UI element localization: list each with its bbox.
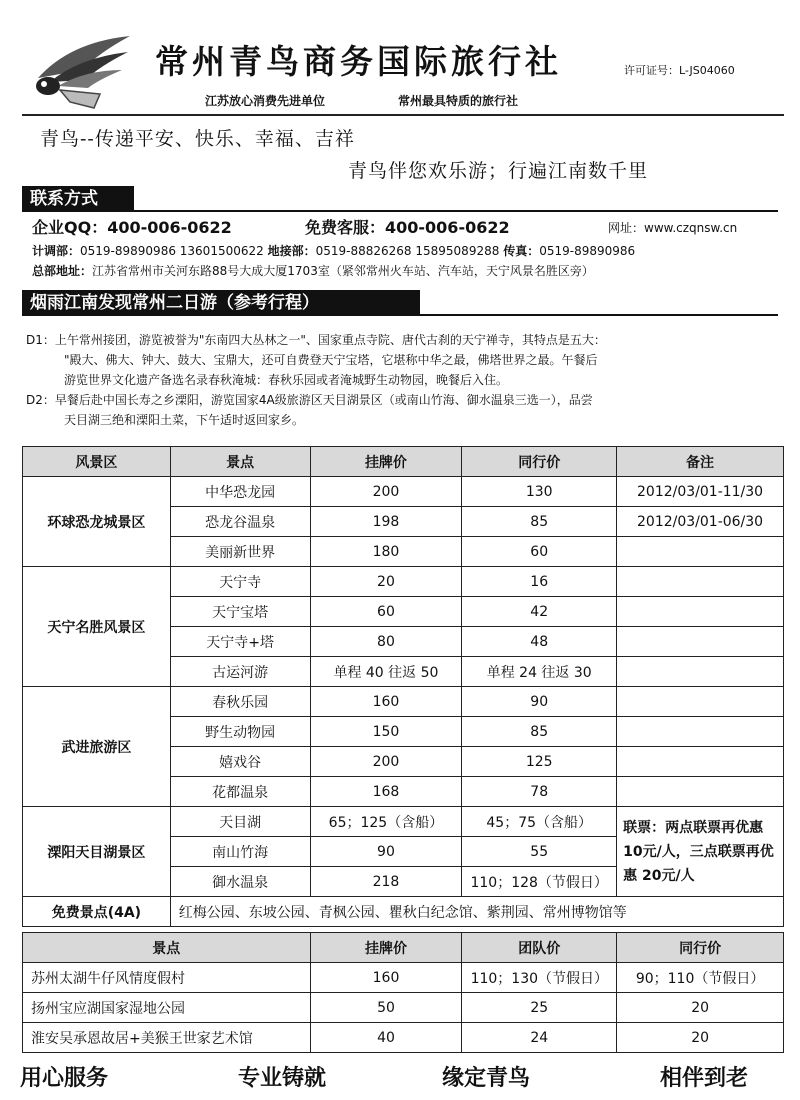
trade-price-cell: 90 [462,687,617,717]
trade-price-cell: 110；128（节假日） [462,867,617,897]
col-header: 景点 [170,447,310,477]
website-url[interactable]: 网址：www.czqnsw.cn [608,221,738,235]
trade-price-cell: 42 [462,597,617,627]
bluebird-logo-icon [30,30,140,110]
col-header: 同行价 [462,447,617,477]
spot-cell: 天宁宝塔 [170,597,310,627]
table-row [23,1023,784,1053]
table-row [23,807,784,837]
price-table [22,446,784,927]
trade-price-cell: 125 [462,747,617,777]
day1-line-3: 游览世界文化遗产备选名录春秋淹城：春秋乐园或者淹城野生动物园，晚餐后入住。 [64,373,509,387]
header-divider [22,114,784,116]
award-text-1: 江苏放心消费先进单位 [205,94,326,108]
slogan-line-1: 青鸟--传递平安、快乐、幸福、吉祥 [40,128,355,150]
spot-cell: 春秋乐园 [170,687,310,717]
spot-cell: 恐龙谷温泉 [170,507,310,537]
note-cell [617,717,784,747]
footer-slogans [0,1055,800,1095]
list-price-cell: 80 [310,627,462,657]
col-header: 景点 [23,933,311,963]
day2-line-2: 天目湖三绝和溧阳土菜，下午适时返回家乡。 [64,413,305,427]
list-price-cell: 90 [310,837,462,867]
list-price-cell: 160 [310,687,462,717]
list-price-cell: 40 [310,1023,462,1053]
table-row [23,687,784,717]
footer-slogan-3: 缘定青鸟 [442,1066,531,1091]
col-header: 挂牌价 [310,933,462,963]
note-cell: 2012/03/01-11/30 [617,477,784,507]
note-cell: 2012/03/01-06/30 [617,507,784,537]
extra-price-table [22,932,784,1053]
col-header: 备注 [617,447,784,477]
list-price-cell: 20 [310,567,462,597]
note-cell [617,567,784,597]
trade-price-cell: 48 [462,627,617,657]
spot-cell: 美丽新世界 [170,537,310,567]
list-price-cell: 50 [310,993,462,1023]
fax-number: 0519-89890986 [539,244,636,258]
area-cell: 环球恐龙城景区 [23,477,171,567]
address-line [32,262,594,279]
note-cell [617,687,784,717]
fax-label: 传真： [503,244,540,258]
list-price-cell: 160 [310,963,462,993]
col-header: 同行价 [617,933,784,963]
list-price-cell: 200 [310,477,462,507]
area-cell: 武进旅游区 [23,687,171,807]
note-cell [617,657,784,687]
trade-price-cell: 20 [617,1023,784,1053]
trade-price-cell: 78 [462,777,617,807]
spot-cell: 南山竹海 [170,837,310,867]
list-price-cell: 218 [310,867,462,897]
header [0,0,800,118]
trade-price-cell: 55 [462,837,617,867]
list-price-cell: 180 [310,537,462,567]
table-row [23,567,784,597]
table-row [23,477,784,507]
trade-price-cell: 20 [617,993,784,1023]
trade-price-cell: 45；75（含船） [462,807,617,837]
trade-price-cell: 90；110（节假日） [617,963,784,993]
itinerary-text [26,330,786,430]
ground-dept-label: 地接部： [267,244,316,258]
day2-line-1: D2：早餐后赴中国长寿之乡溧阳，游览国家4A级旅游区天目湖景区（或南山竹海、御水温泉三选一），品尝 [26,393,593,407]
list-price-cell: 60 [310,597,462,627]
plan-dept-label: 计调部： [32,244,81,258]
ground-dept-phone: 0519-88826268 15895089288 [315,244,500,258]
free-spots-label: 免费景点(4A) [23,897,171,927]
col-header: 风景区 [23,447,171,477]
spot-cell: 苏州太湖牛仔风情度假村 [23,963,311,993]
slogan-line-2: 青鸟伴您欢乐游；行遍江南数千里 [348,160,649,182]
list-price-cell: 65；125（含船） [310,807,462,837]
table-row [23,993,784,1023]
note-cell [617,747,784,777]
group-price-cell: 24 [462,1023,617,1053]
spot-cell: 古运河游 [170,657,310,687]
plan-dept-phone: 0519-89890986 13601500622 [80,244,264,258]
note-cell [617,627,784,657]
trade-price-cell: 130 [462,477,617,507]
area-cell: 天宁名胜风景区 [23,567,171,687]
license-number: 许可证号：L-JS04060 [624,64,735,77]
spot-cell: 御水温泉 [170,867,310,897]
footer-slogan-1: 用心服务 [20,1066,109,1091]
list-price-cell: 168 [310,777,462,807]
footer-slogan-2: 专业铸就 [238,1066,327,1091]
spot-cell: 扬州宝应湖国家湿地公园 [23,993,311,1023]
area-cell: 溧阳天目湖景区 [23,807,171,897]
free-spots-list: 红梅公园、东坡公园、青枫公园、瞿秋白纪念馆、紫荆园、常州博物馆等 [170,897,783,927]
col-header: 团队价 [462,933,617,963]
brand-name: 常州青鸟商务国际旅行社 [155,42,562,81]
group-price-cell: 25 [462,993,617,1023]
day1-line-2: "殿大、佛大、钟大、鼓大、宝鼎大，还可自费登天宁宝塔，它堪称中华之最，佛塔世界之最。午餐后 [64,353,598,367]
spot-cell: 嬉戏谷 [170,747,310,777]
trade-price-cell: 单程 24 往返 30 [462,657,617,687]
phone-line [32,242,635,259]
address-value: 江苏省常州市关河东路88号大成大厦1703室（紧邻常州火车站、汽车站，天宁风景名胜区旁） [92,264,594,278]
table-header-row [23,933,784,963]
contact-heading-rule [22,210,778,212]
table-row [23,963,784,993]
table-header-row [23,447,784,477]
footer-slogan-4: 相伴到老 [660,1066,749,1091]
day1-line-1: D1：上午常州接团，游览被誉为"东南四大丛林之一"、国家重点寺院、唐代古刹的天宁禅寺，其特点是五大： [26,333,606,347]
trade-price-cell: 85 [462,507,617,537]
list-price-cell: 单程 40 往返 50 [310,657,462,687]
spot-cell: 天宁寺+塔 [170,627,310,657]
group-price-cell: 110；130（节假日） [462,963,617,993]
itinerary-heading-rule [22,314,778,316]
award-text-2: 常州最具特质的旅行社 [398,94,519,108]
trade-price-cell: 60 [462,537,617,567]
service-hotline: 免费客服：400-006-0622 [305,218,510,237]
list-price-cell: 150 [310,717,462,747]
spot-cell: 天宁寺 [170,567,310,597]
itinerary-heading: 烟雨江南发现常州二日游（参考行程） [22,290,420,316]
spot-cell: 中华恐龙园 [170,477,310,507]
table-row [23,897,784,927]
list-price-cell: 198 [310,507,462,537]
address-label: 总部地址： [32,264,93,278]
contact-heading: 联系方式 [22,186,134,212]
list-price-cell: 200 [310,747,462,777]
trade-price-cell: 85 [462,717,617,747]
spot-cell: 花都温泉 [170,777,310,807]
note-cell [617,537,784,567]
trade-price-cell: 16 [462,567,617,597]
spot-cell: 野生动物园 [170,717,310,747]
spot-cell: 天目湖 [170,807,310,837]
combo-ticket-note: 联票：两点联票再优惠 10元/人，三点联票再优惠 20元/人 [617,807,784,897]
note-cell [617,597,784,627]
qq-number: 企业QQ：400-006-0622 [32,218,232,237]
note-cell [617,777,784,807]
spot-cell: 淮安吴承恩故居+美猴王世家艺术馆 [23,1023,311,1053]
col-header: 挂牌价 [310,447,462,477]
